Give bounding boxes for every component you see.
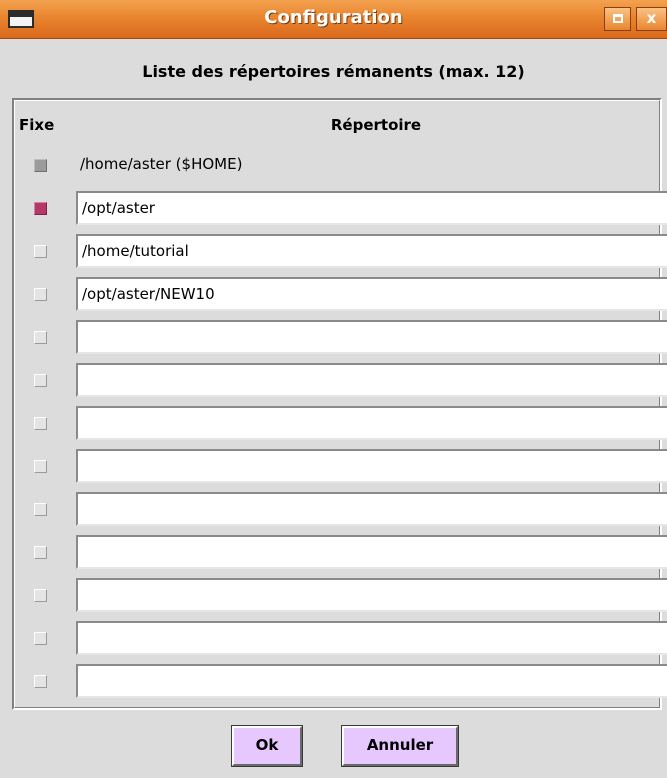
dialog-heading: Liste des répertoires rémanents (max. 12) <box>142 62 525 81</box>
column-header-repertoire: Répertoire <box>330 116 422 134</box>
directory-row <box>18 402 667 445</box>
directory-path-input[interactable]: /opt/aster <box>76 191 667 225</box>
fixe-checkbox <box>34 159 47 172</box>
fixe-checkbox[interactable] <box>34 245 47 258</box>
directory-row <box>18 187 667 230</box>
directory-path-input[interactable] <box>76 578 667 612</box>
directory-row <box>18 316 667 359</box>
directory-row <box>18 531 667 574</box>
fixe-checkbox[interactable] <box>34 546 47 559</box>
directory-path-input[interactable] <box>76 535 667 569</box>
directory-row <box>18 660 667 703</box>
fixe-checkbox[interactable] <box>34 202 47 215</box>
directory-row <box>18 445 667 488</box>
directory-row <box>18 574 667 617</box>
directory-path-input[interactable] <box>76 621 667 655</box>
title-bar[interactable] <box>0 0 667 39</box>
directory-path-input[interactable] <box>76 492 667 526</box>
directory-path-input[interactable]: /opt/aster/NEW10 <box>76 277 667 311</box>
directory-path-input[interactable]: /home/tutorial <box>76 234 667 268</box>
maximize-icon <box>613 14 623 23</box>
directory-row <box>18 488 667 531</box>
fixe-checkbox[interactable] <box>34 589 47 602</box>
directory-path-input[interactable] <box>76 664 667 698</box>
fixe-checkbox[interactable] <box>34 374 47 387</box>
directory-row <box>18 230 667 273</box>
ok-button[interactable]: Ok <box>232 726 302 766</box>
directory-path-input[interactable] <box>76 406 667 440</box>
maximize-button[interactable] <box>604 7 631 31</box>
directory-row <box>18 359 667 402</box>
directory-row <box>18 273 667 316</box>
fixe-checkbox[interactable] <box>34 503 47 516</box>
close-button[interactable] <box>636 7 667 31</box>
fixe-checkbox[interactable] <box>34 331 47 344</box>
directory-row <box>18 617 667 660</box>
directory-path-input[interactable] <box>76 363 667 397</box>
window-title: Configuration <box>264 7 403 28</box>
fixe-checkbox[interactable] <box>34 417 47 430</box>
directory-row <box>18 144 667 187</box>
fixe-checkbox[interactable] <box>34 675 47 688</box>
directory-path-input[interactable] <box>76 320 667 354</box>
fixe-checkbox[interactable] <box>34 288 47 301</box>
fixe-checkbox[interactable] <box>34 632 47 645</box>
fixe-checkbox[interactable] <box>34 460 47 473</box>
close-icon: x <box>646 9 657 27</box>
cancel-button[interactable]: Annuler <box>342 726 458 766</box>
column-header-fixe: Fixe <box>19 116 55 134</box>
directory-path-label: /home/aster ($HOME) <box>80 155 243 173</box>
directory-path-input[interactable] <box>76 449 667 483</box>
